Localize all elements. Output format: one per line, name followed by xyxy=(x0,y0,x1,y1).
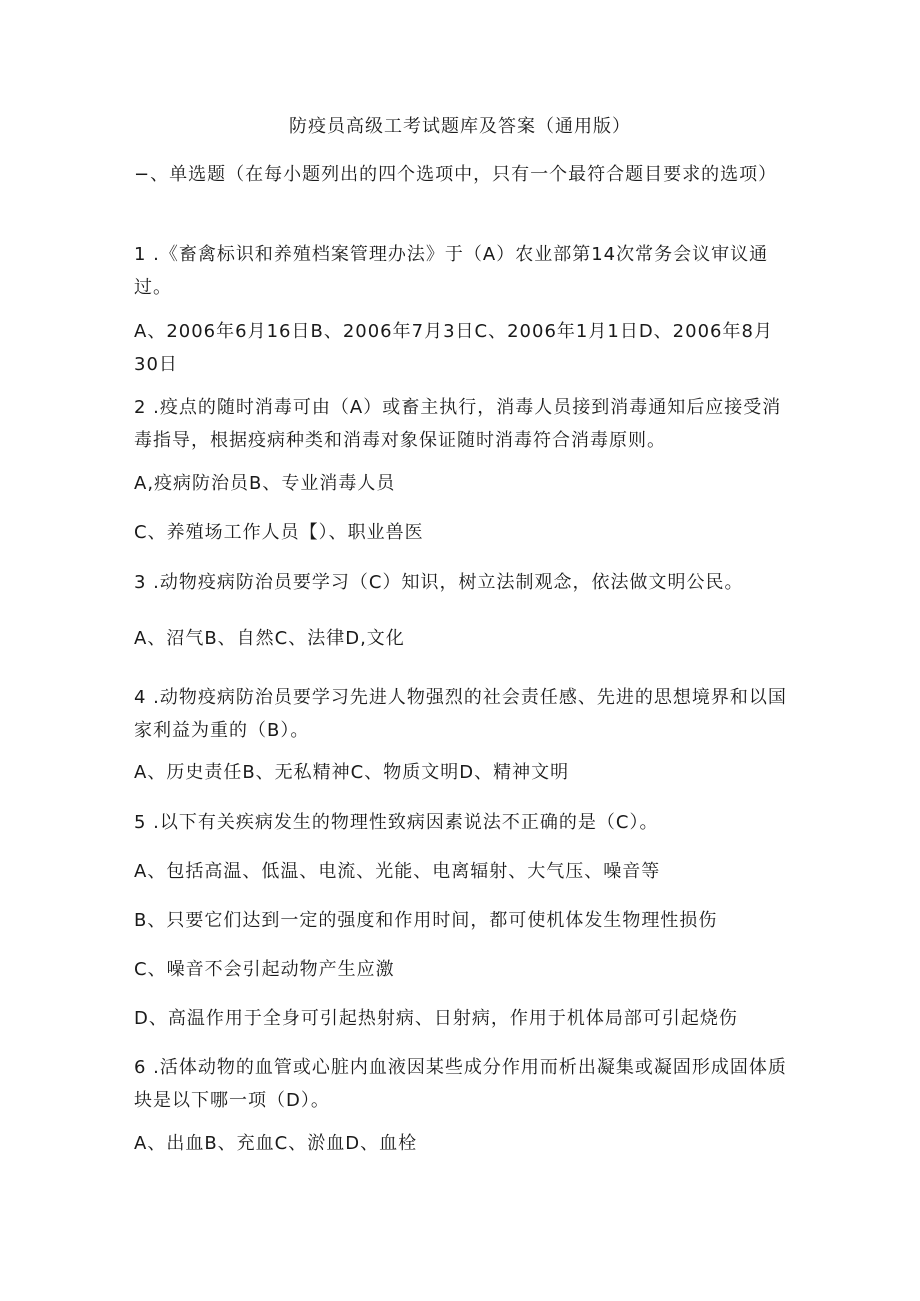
question-4: 4 .动物疫病防治员要学习先进人物强烈的社会责任感、先进的思想境界和以国家利益为重的（B）。 xyxy=(134,687,787,741)
question-5-option-b: B、只要它们达到一定的强度和作用时间，都可使机体发生物理性损伤 xyxy=(134,910,718,931)
question-1: 1 .《畜禽标识和养殖档案管理办法》于（A）农业部第14次常务会议审议通过。 xyxy=(134,244,769,298)
question-5: 5 .以下有关疾病发生的物理性致病因素说法不正确的是（C）。 xyxy=(134,812,659,833)
question-5-option-c: C、噪音不会引起动物产生应激 xyxy=(134,959,395,980)
section-heading: −、单选题（在每小题列出的四个选项中，只有一个最符合题目要求的选项） xyxy=(134,164,778,185)
question-2: 2 .疫点的随时消毒可由（A）或畜主执行，消毒人员接到消毒通知后应接受消毒指导，根据疫病种类和消毒对象保证随时消毒符合消毒原则。 xyxy=(134,397,782,451)
question-6: 6 .活体动物的血管或心脏内血液因某些成分作用而析出凝集或凝固形成固体质块是以下哪一项（D）。 xyxy=(134,1057,787,1111)
question-4-options: A、历史责任B、无私精神C、物质文明D、精神文明 xyxy=(134,762,570,783)
question-1-options: A、2006年6月16日B、2006年7月3日C、2006年1月1日D、2006年8月30日 xyxy=(134,321,773,375)
question-5-option-d: D、高温作用于全身可引起热射病、日射病，作用于机体局部可引起烧伤 xyxy=(134,1008,738,1029)
question-3: 3 .动物疫病防治员要学习（C）知识，树立法制观念，依法做文明公民。 xyxy=(134,572,744,593)
question-2-options-line-1: A,疫病防治员B、专业消毒人员 xyxy=(134,473,396,494)
question-5-option-a: A、包括高温、低温、电流、光能、电离辐射、大气压、噪音等 xyxy=(134,861,661,882)
question-2-options-line-2: C、养殖场工作人员【）、职业兽医 xyxy=(134,522,424,543)
document-title: 防疫员高级工考试题库及答案（通用版） xyxy=(289,116,631,137)
question-3-options: A、沼气B、自然C、法律D,文化 xyxy=(134,628,405,649)
question-6-options: A、出血B、充血C、淤血D、血栓 xyxy=(134,1133,418,1154)
